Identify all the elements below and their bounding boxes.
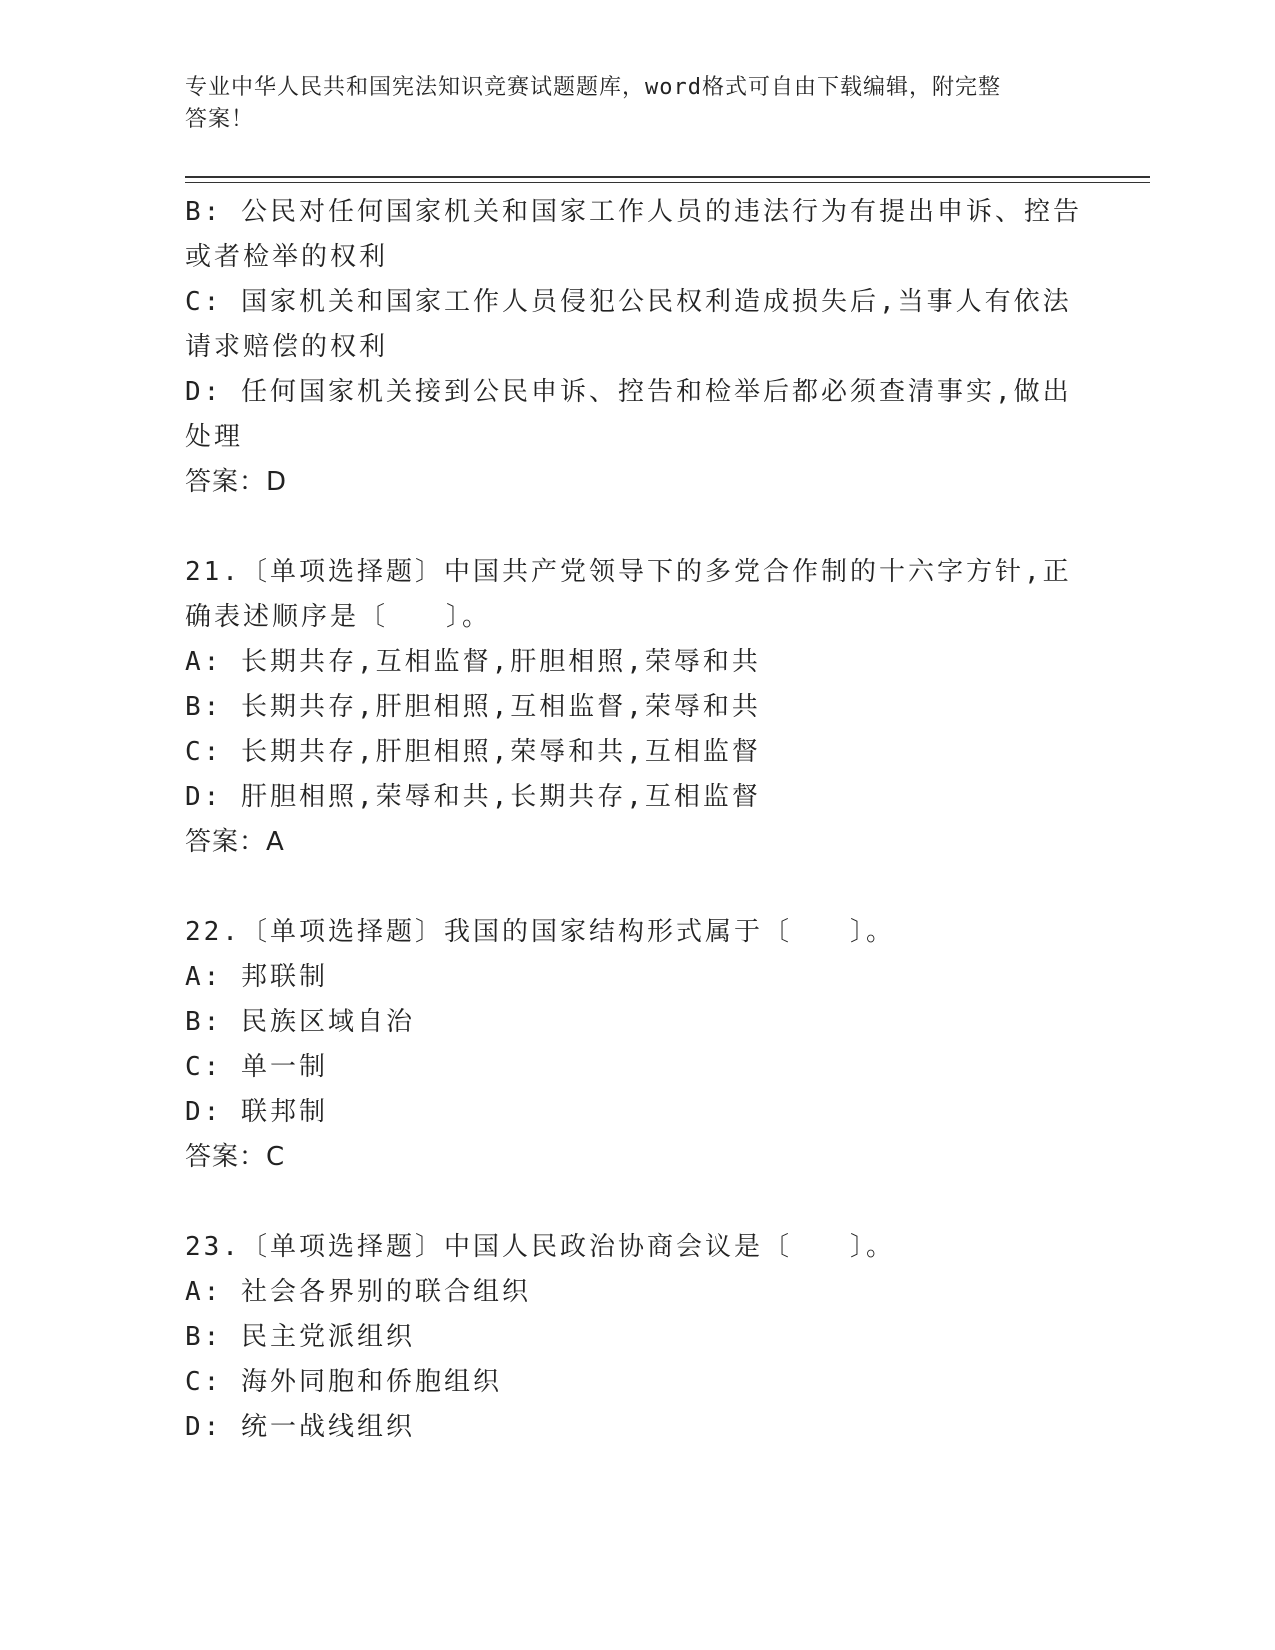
page-header [185, 72, 1065, 136]
header-line-1: 专业中华人民共和国宪法知识竞赛试题题库，word格式可自由下载编辑，附完整 [185, 75, 1001, 100]
option-c: C: 长期共存,肝胆相照,荣辱和共,互相监督 [185, 737, 761, 767]
option-d: D: 联邦制 [185, 1097, 328, 1127]
question-stem-line-2: 确表述顺序是〔 〕。 [185, 602, 492, 632]
option-a: A: 社会各界别的联合组织 [185, 1277, 531, 1307]
spacer [185, 1180, 1085, 1225]
option-c: C: 海外同胞和侨胞组织 [185, 1367, 502, 1397]
option-b: B: 民族区域自治 [185, 1007, 415, 1037]
option-b-line-1: B: 公民对任何国家机关和国家工作人员的违法行为有提出申诉、控告 [185, 197, 1082, 227]
question-stem: 23.〔单项选择题〕中国人民政治协商会议是〔 〕。 [185, 1232, 895, 1262]
option-b-line-2: 或者检举的权利 [185, 242, 389, 272]
question-content [185, 190, 1085, 1450]
option-c-line-1: C: 国家机关和国家工作人员侵犯公民权利造成损失后,当事人有依法 [185, 287, 1072, 317]
option-b: B: 民主党派组织 [185, 1322, 415, 1352]
question-stem-line-1: 21.〔单项选择题〕中国共产党领导下的多党合作制的十六字方针,正 [185, 557, 1072, 587]
header-divider-thin [185, 182, 1150, 183]
option-c-line-2: 请求赔偿的权利 [185, 332, 389, 362]
answer-label: 答案：D [185, 467, 288, 497]
option-d-line-2: 处理 [185, 422, 244, 452]
previous-question-block [185, 190, 1085, 505]
header-line-2: 答案！ [185, 107, 255, 132]
question-23-block [185, 1225, 1085, 1450]
answer-label: 答案：A [185, 827, 285, 857]
question-21-block [185, 550, 1085, 865]
option-a: A: 邦联制 [185, 962, 328, 992]
header-divider-thick [185, 176, 1150, 178]
answer-label: 答案：C [185, 1142, 286, 1172]
option-d: D: 肝胆相照,荣辱和共,长期共存,互相监督 [185, 782, 761, 812]
option-d: D: 统一战线组织 [185, 1412, 415, 1442]
question-22-block [185, 910, 1085, 1180]
option-c: C: 单一制 [185, 1052, 328, 1082]
option-b: B: 长期共存,肝胆相照,互相监督,荣辱和共 [185, 692, 761, 722]
option-d-line-1: D: 任何国家机关接到公民申诉、控告和检举后都必须查清事实,做出 [185, 377, 1072, 407]
spacer [185, 865, 1085, 910]
spacer [185, 505, 1085, 550]
option-a: A: 长期共存,互相监督,肝胆相照,荣辱和共 [185, 647, 761, 677]
question-stem: 22.〔单项选择题〕我国的国家结构形式属于〔 〕。 [185, 917, 895, 947]
